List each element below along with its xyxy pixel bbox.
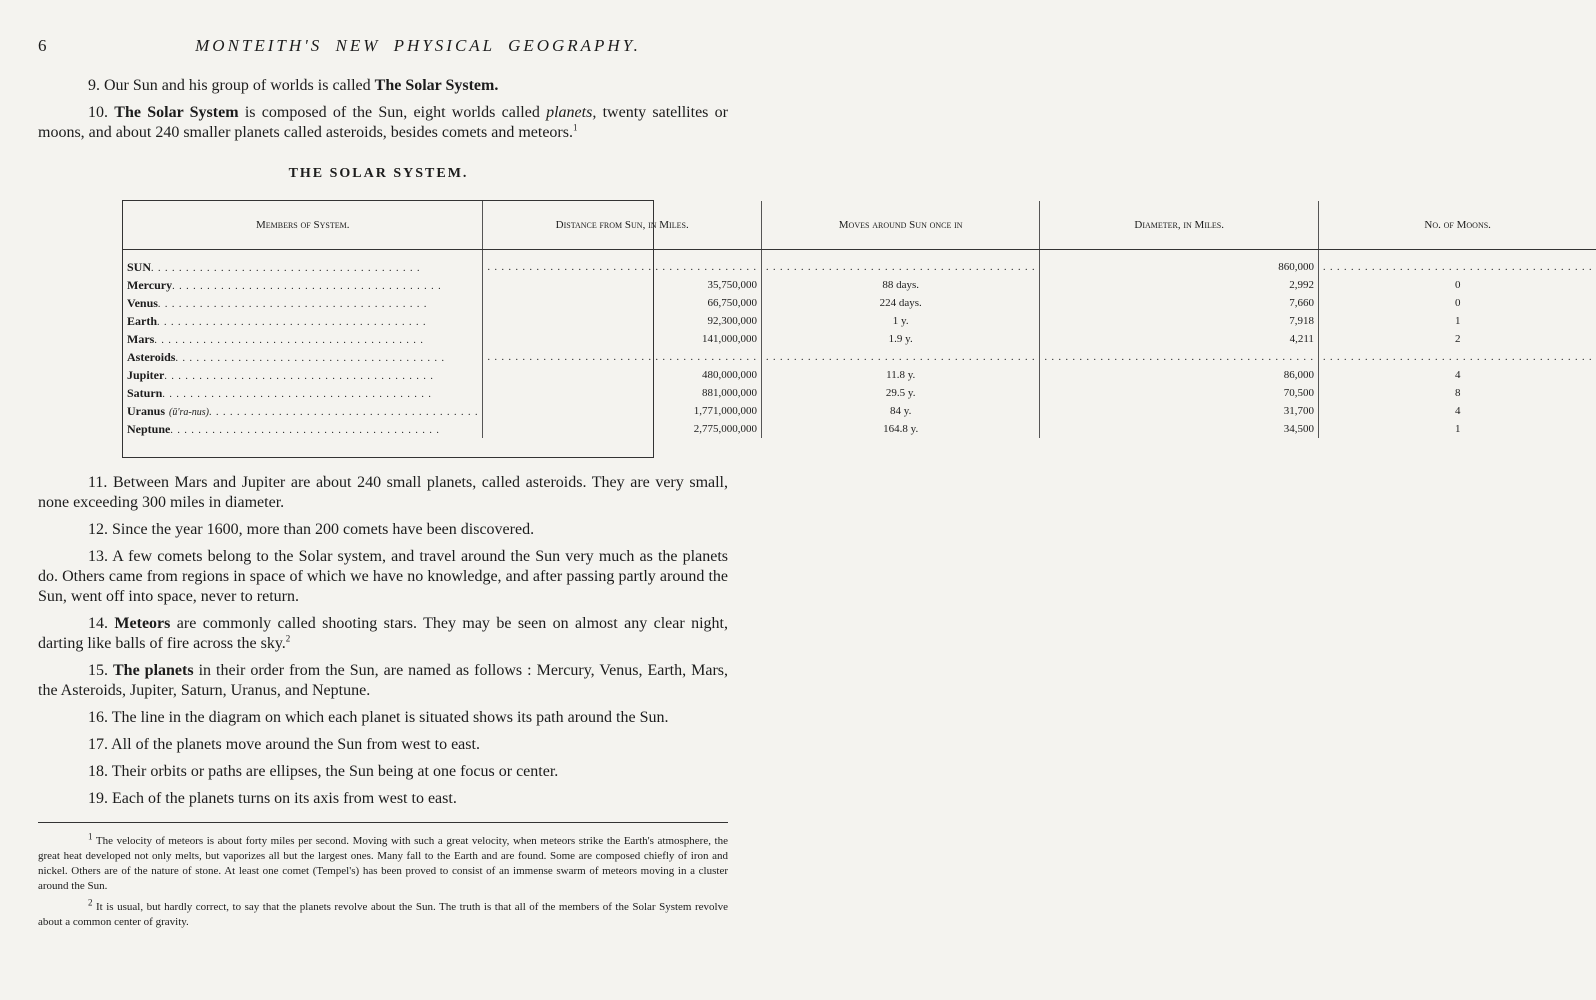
table-row [123,366,1596,384]
moves-cell [761,366,1040,384]
page-number: 6 [38,36,47,55]
moves-cell-value: 88 days. [882,279,920,291]
distance-cell [483,250,762,277]
moves-cell-value: 11.8 y. [886,369,916,381]
paragraph-bold-term: Meteors [114,615,171,632]
moves-cell [761,330,1040,348]
footnote-ref[interactable]: 2 [285,633,291,644]
leader-dots: . . . . . . . . . . . . . . . . . . . . . . . . . . . . . . . . . . . . . . . [151,262,421,274]
leader-dots: . . . . . . . . . . . . . . . . . . . . . . . . . . . . . . . . . . . . . . . [1322,261,1593,273]
footnote-text: The velocity of meteors is about forty miles per second. Moving with such a great velocity, when meteors strike the Earth's atmosphere, the great heat developed not only melts, but vaporizes all but the largest ones. Many fall to the Earth and are found. Some are composed chiefly of iron and nickel. Others are of the nature of stone. At least one comet (Tempel's) has been proved to consist of an immense swarm of meteors moving in a cluster around the Sun. [38,835,728,892]
moves-cell-value: 224 days. [879,297,922,309]
diameter-cell [1040,330,1319,348]
moons-cell [1318,330,1596,348]
distance-cell [483,420,762,438]
table-row [123,312,1596,330]
moons-cell-value: 8 [1454,387,1461,399]
footnote-text: It is usual, but hardly correct, to say that the planets revolve about the Sun. The truth is that all of the members of the Solar System revolve about a common center of gravity. [38,901,728,928]
moons-cell [1318,348,1596,366]
diameter-cell-value: 31,700 [1283,405,1314,417]
member-name: Saturn [127,385,163,400]
leader-dots: . . . . . . . . . . . . . . . . . . . . . . . . . . . . . . . . . . . . . . . [1322,351,1593,363]
leader-dots: . . . . . . . . . . . . . . . . . . . . . . . . . . . . . . . . . . . . . . . [765,261,1036,273]
paragraph-number: 16. [88,709,108,726]
leader-dots: . . . . . . . . . . . . . . . . . . . . . . . . . . . . . . . . . . . . . . . [765,351,1036,363]
paragraph-text: Our Sun and his group of worlds is called [104,77,375,94]
paragraph-text: All of the planets move around the Sun from west to east. [111,736,480,753]
paragraph-16 [38,708,728,728]
table-row [123,420,1596,438]
moons-cell [1318,250,1596,277]
paragraph-bold-term: The Solar System. [374,77,499,94]
diameter-cell [1040,420,1319,438]
moves-cell [761,384,1040,402]
distance-cell [483,366,762,384]
member-name: Neptune [127,421,171,436]
diameter-cell-value: 860,000 [1278,261,1314,273]
distance-cell [483,330,762,348]
leader-dots: . . . . . . . . . . . . . . . . . . . . . . . . . . . . . . . . . . . . . . . [157,298,428,310]
leader-dots: . . . . . . . . . . . . . . . . . . . . . . . . . . . . . . . . . . . . . . . [164,370,434,382]
member-cell [123,330,483,348]
moons-cell [1318,384,1596,402]
table-row [123,294,1596,312]
member-cell [123,366,483,384]
paragraph-number: 17. [88,736,108,753]
moons-cell [1318,294,1596,312]
paragraph-number: 11. [88,474,108,491]
moves-cell-value: 29.5 y. [885,387,916,399]
distance-cell [483,276,762,294]
member-name: Asteroids [127,349,176,364]
diameter-cell-value: 2,992 [1289,279,1314,291]
paragraph-17 [38,735,728,755]
moons-cell-value: 4 [1454,369,1461,381]
moves-cell-value: 164.8 y. [883,423,919,435]
paragraph-18 [38,762,728,782]
paragraph-number: 14. [88,615,108,632]
member-cell [123,420,483,438]
leader-dots: . . . . . . . . . . . . . . . . . . . . . . . . . . . . . . . . . . . . . . . [175,352,445,364]
paragraph-text: Since the year 1600, more than 200 comets have been discovered. [112,521,535,538]
paragraph-text: Between Mars and Jupiter are about 240 small planets, called asteroids. They are very small, none exceeding 300 miles in diameter. [38,474,729,511]
diameter-cell-value: 34,500 [1283,423,1314,435]
paragraph-number: 19. [88,790,108,807]
member-cell [123,348,483,366]
footnote-mark: 2 [88,897,93,908]
paragraph-number: 13. [88,548,108,565]
paragraph-bold-term: The Solar System [114,104,239,121]
paragraph-text: A few comets belong to the Solar system, and travel around the Sun very much as the planets do. Others came from regions in space of which we have no knowledge, and after passing partly around the Sun, went off into space, never to return. [38,548,728,605]
footnote-mark: 1 [88,831,93,842]
member-cell [123,276,483,294]
paragraph-text: twenty satellites or moons, and about 240 smaller planets called asteroids, besides comets and meteors. [38,104,729,141]
distance-cell-value: 92,300,000 [707,315,757,327]
running-title: MONTEITH'S NEW PHYSICAL GEOGRAPHY. [195,36,641,55]
distance-cell-value: 141,000,000 [701,333,757,345]
paragraph-number: 12. [88,521,108,538]
paragraph-number: 10. [88,104,108,121]
member-cell [123,384,483,402]
paragraph-number: 15. [88,662,108,679]
body-paragraphs [38,473,728,816]
header-distance: Distance from Sun, in Miles. [483,201,762,250]
moves-cell-value: 84 y. [890,405,912,417]
leader-dots: . . . . . . . . . . . . . . . . . . . . . . . . . . . . . . . . . . . . . . . [170,424,440,436]
running-head [38,36,728,58]
leader-dots: . . . . . . . . . . . . . . . . . . . . . . . . . . . . . . . . . . . . . . . [487,351,757,363]
header-diameter: Diameter, in Miles. [1040,201,1319,250]
moves-cell [761,420,1040,438]
leader-dots: . . . . . . . . . . . . . . . . . . . . . . . . . . . . . . . . . . . . . . . [162,388,432,400]
diameter-cell [1040,348,1319,366]
footnote-1 [38,831,728,894]
table-body [123,250,1596,439]
member-name: Venus [127,295,158,310]
intro-paragraphs [38,76,728,143]
paragraph-text: The line in the diagram on which each planet is situated shows its path around the Sun. [111,709,669,726]
paragraph-italic-term: planets, [546,104,597,121]
moves-cell-value: 1.9 y. [888,333,913,345]
diameter-cell [1040,402,1319,420]
paragraph-text: Each of the planets turns on its axis from west to east. [112,790,457,807]
paragraph-number: 9. [88,77,100,94]
diameter-cell [1040,276,1319,294]
paragraph-14 [38,614,728,654]
leader-dots: . . . . . . . . . . . . . . . . . . . . . . . . . . . . . . . . . . . . . . . [487,261,757,273]
moons-cell-value: 2 [1454,333,1461,345]
paragraph-text: are commonly called shooting stars. They may be seen on almost any clear night, darting like balls of fire across the sky. [38,615,728,652]
moons-cell-value: 0 [1454,279,1461,291]
distance-cell-value: 480,000,000 [701,369,757,381]
moons-cell [1318,366,1596,384]
paragraph-bold-term: The planets [113,662,194,679]
member-cell [123,250,483,277]
footnote-ref[interactable]: 1 [572,122,578,133]
member-name: SUN [127,259,152,274]
moves-cell [761,250,1040,277]
footnote-2 [38,897,728,930]
moons-cell-value: 4 [1454,405,1461,417]
leader-dots: . . . . . . . . . . . . . . . . . . . . . . . . . . . . . . . . . . . . . . . [154,334,424,346]
member-cell [123,312,483,330]
distance-cell-value: 881,000,000 [701,387,757,399]
member-pronunciation: (ū'ra-nus) [169,406,209,418]
diameter-cell-value: 7,918 [1289,315,1314,327]
distance-cell-value: 66,750,000 [707,297,757,309]
member-name: Mars [127,331,155,346]
distance-cell [483,348,762,366]
diameter-cell [1040,294,1319,312]
moves-cell [761,312,1040,330]
diameter-cell [1040,384,1319,402]
paragraph-text: in their order from the Sun, are named as follows : Mercury, Venus, Earth, Mars, the Asteroids, Jupiter, Saturn, Uranus, and Neptune. [38,662,728,699]
paragraph-15 [38,661,728,701]
distance-cell [483,402,762,420]
table-title: THE SOLAR SYSTEM. [288,166,469,181]
table-row [123,384,1596,402]
table-header-row [123,201,1596,250]
paragraph-13 [38,547,728,607]
distance-cell-value: 2,775,000,000 [693,423,757,435]
moons-cell [1318,312,1596,330]
diameter-cell-value: 86,000 [1283,369,1314,381]
moons-cell [1318,276,1596,294]
table-row [123,348,1596,366]
leader-dots: . . . . . . . . . . . . . . . . . . . . . . . . . . . . . . . . . . . . . . . [172,280,442,292]
moons-cell [1318,420,1596,438]
paragraph-12 [38,520,728,540]
member-name: Uranus [127,403,166,418]
distance-cell [483,384,762,402]
diameter-cell [1040,250,1319,277]
moons-cell-value: 0 [1454,297,1461,309]
member-cell [123,294,483,312]
paragraph-11 [38,473,728,513]
paragraph-text: Their orbits or paths are ellipses, the Sun being at one focus or center. [111,763,559,780]
table-row [123,250,1596,277]
paragraph-9 [38,76,728,96]
leader-dots: . . . . . . . . . . . . . . . . . . . . . . . . . . . . . . . . . . . . . . . [1044,351,1314,363]
diameter-cell-value: 70,500 [1283,387,1314,399]
leader-dots: . . . . . . . . . . . . . . . . . . . . . . . . . . . . . . . . . . . . . . . [157,316,427,328]
moves-cell-value: 1 y. [892,315,909,327]
member-name: Earth [127,313,157,328]
member-name: Mercury [127,277,173,292]
header-moves: Moves around Sun once in [761,201,1040,250]
moons-cell-value: 1 [1454,423,1461,435]
footnote-divider [38,822,728,823]
distance-cell [483,312,762,330]
diameter-cell [1040,312,1319,330]
diameter-cell-value: 7,660 [1289,297,1314,309]
table-row [123,330,1596,348]
paragraph-text: is composed of the Sun, eight worlds called [238,104,547,121]
leader-dots: . . . . . . . . . . . . . . . . . . . . . . . . . . . . . . . . . . . . . . . [208,406,479,418]
moves-cell [761,294,1040,312]
solar-system-table [122,200,1593,458]
diameter-cell [1040,366,1319,384]
moves-cell [761,348,1040,366]
moves-cell [761,402,1040,420]
table-row [123,276,1596,294]
moves-cell [761,276,1040,294]
member-cell [123,402,483,420]
distance-cell-value: 35,750,000 [707,279,757,291]
moons-cell-value: 1 [1454,315,1461,327]
footnotes [38,831,728,936]
diameter-cell-value: 4,211 [1289,333,1314,345]
paragraph-number: 18. [88,763,108,780]
header-moons: No. of Moons. [1318,201,1596,250]
distance-cell [483,294,762,312]
paragraph-10 [38,103,728,143]
table-row [123,402,1596,420]
paragraph-19 [38,789,728,809]
member-name: Jupiter [127,367,165,382]
header-members: Members of System. [123,201,483,250]
distance-cell-value: 1,771,000,000 [693,405,757,417]
moons-cell [1318,402,1596,420]
